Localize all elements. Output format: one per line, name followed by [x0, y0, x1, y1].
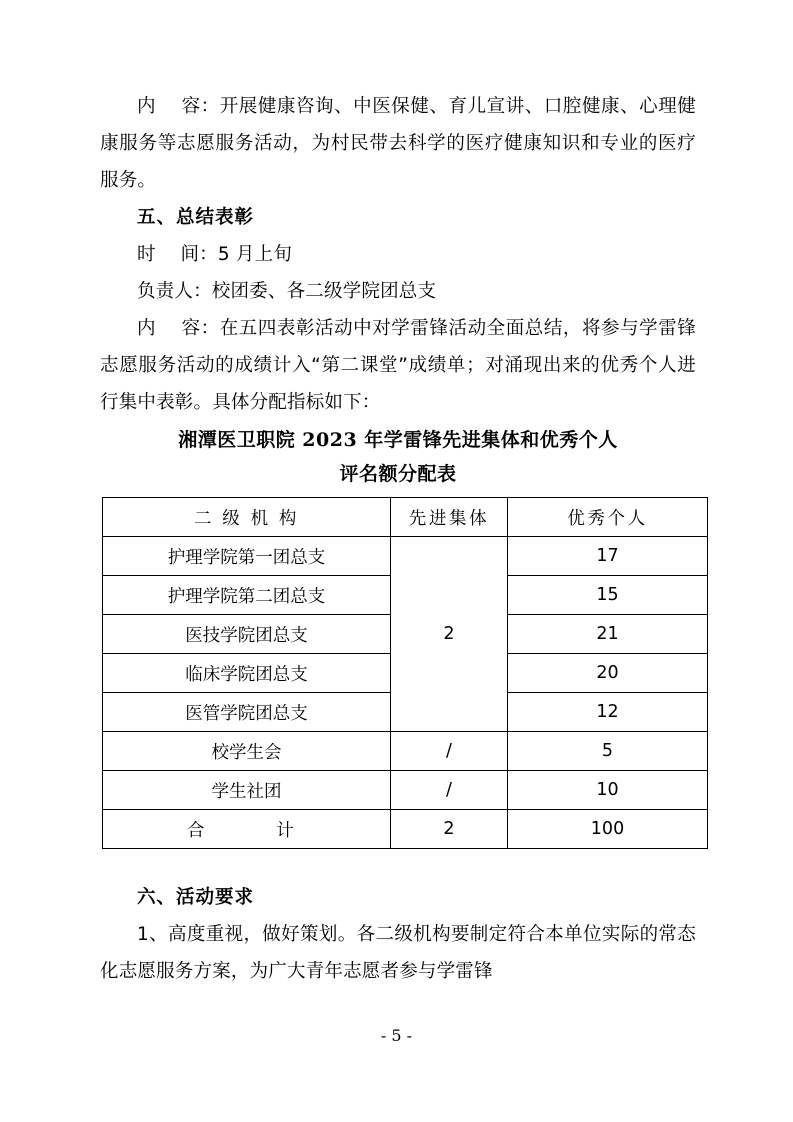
table-row — [103, 732, 708, 771]
cell-collective: / — [391, 771, 508, 810]
field-responsible: 负责人：校团委、各二级学院团总支 — [137, 281, 437, 302]
page-number: - 5 - — [380, 1026, 413, 1045]
cell-collective-total: 2 — [391, 810, 508, 849]
cell-individual: 12 — [508, 693, 708, 732]
table-header-row — [103, 498, 708, 537]
table-title-line-1: 湘潭医卫职院 2023 年学雷锋先进集体和优秀个人 — [178, 429, 618, 451]
table-row — [103, 537, 708, 576]
table-row-total — [103, 810, 708, 849]
cell-individual: 20 — [508, 654, 708, 693]
cell-organization: 护理学院第一团总支 — [103, 537, 391, 576]
cell-organization: 学生社团 — [103, 771, 391, 810]
cell-individual: 15 — [508, 576, 708, 615]
column-header-collective: 先进集体 — [391, 498, 508, 537]
cell-organization-total: 合 计 — [103, 810, 391, 849]
cell-collective: / — [391, 732, 508, 771]
cell-individual: 10 — [508, 771, 708, 810]
cell-organization: 护理学院第二团总支 — [103, 576, 391, 615]
heading-section-six: 六、活动要求 — [137, 887, 255, 908]
column-header-organization: 二 级 机 构 — [103, 498, 391, 537]
column-header-individual: 优秀个人 — [508, 498, 708, 537]
field-time: 时 间：5 月上旬 — [137, 244, 293, 265]
paragraph-requirement-1: 1、高度重视，做好策划。各二级机构要制定符合本单位实际的常态化志愿服务方案，为广大青年志愿者参与学雷锋 — [100, 924, 696, 982]
award-quota-table — [102, 497, 708, 849]
cell-organization: 医技学院团总支 — [103, 615, 391, 654]
cell-collective-merged: 2 — [391, 537, 508, 732]
cell-individual-total: 100 — [508, 810, 708, 849]
document-content — [100, 88, 696, 990]
paragraph-content-activity: 内 容：开展健康咨询、中医保健、育儿宣讲、口腔健康、心理健康服务等志愿服务活动，为村民带去科学的医疗健康知识和专业的医疗服务。 — [100, 96, 696, 191]
table-row — [103, 771, 708, 810]
heading-section-five: 五、总结表彰 — [137, 207, 255, 228]
cell-organization: 校学生会 — [103, 732, 391, 771]
table-title-line-2: 评名额分配表 — [339, 463, 457, 485]
cell-individual: 5 — [508, 732, 708, 771]
cell-individual: 17 — [508, 537, 708, 576]
cell-organization: 医管学院团总支 — [103, 693, 391, 732]
cell-individual: 21 — [508, 615, 708, 654]
cell-organization: 临床学院团总支 — [103, 654, 391, 693]
paragraph-content-summary: 内 容：在五四表彰活动中对学雷锋活动全面总结，将参与学雷锋志愿服务活动的成绩计入“第二课堂”成绩单；对涌现出来的优秀个人进行集中表彰。具体分配指标如下： — [100, 318, 696, 413]
